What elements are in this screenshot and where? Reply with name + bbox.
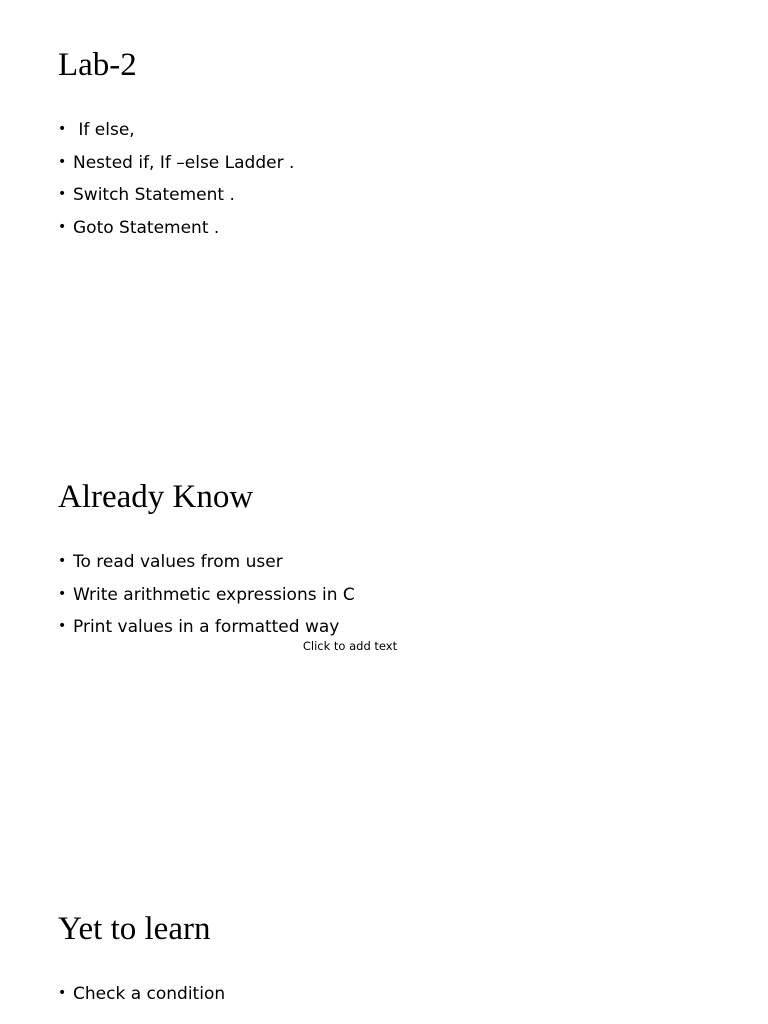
bullet-text: Goto Statement . xyxy=(73,217,220,238)
bullet-item xyxy=(58,546,355,579)
bullet-icon: • xyxy=(58,618,67,634)
bullet-text: Write arithmetic expressions in C xyxy=(73,584,355,605)
bullet-list xyxy=(58,978,225,1011)
bullet-text: Check a condition xyxy=(73,984,226,1004)
bullet-icon: • xyxy=(58,186,67,202)
slide-lab-2 xyxy=(0,0,768,432)
bullet-item xyxy=(58,179,294,212)
bullet-icon: • xyxy=(58,121,67,137)
bullet-item xyxy=(58,147,294,180)
bullet-icon: • xyxy=(58,553,67,569)
add-text-placeholder[interactable]: Click to add text xyxy=(302,639,398,653)
slide-title: Already Know xyxy=(58,479,254,515)
bullet-item xyxy=(58,978,225,1011)
slide-already-know xyxy=(0,432,768,864)
bullet-icon: • xyxy=(58,985,67,1001)
bullet-item xyxy=(58,212,294,245)
bullet-icon: • xyxy=(58,585,67,602)
slide-yet-to-learn xyxy=(0,864,768,1024)
bullet-list xyxy=(58,546,355,644)
bullet-list xyxy=(58,114,294,244)
bullet-text: Nested if, If –else Ladder . xyxy=(73,152,295,173)
bullet-text: Print values in a formatted way xyxy=(73,617,340,637)
bullet-item xyxy=(58,114,294,147)
bullet-text: To read values from user xyxy=(73,552,283,572)
bullet-icon: • xyxy=(58,218,67,235)
bullet-text: Switch Statement . xyxy=(73,185,235,205)
bullet-item xyxy=(58,579,355,612)
bullet-icon: • xyxy=(58,153,67,170)
slide-title: Lab-2 xyxy=(58,47,137,83)
bullet-text: If else, xyxy=(73,120,135,140)
slide-title: Yet to learn xyxy=(58,911,211,947)
